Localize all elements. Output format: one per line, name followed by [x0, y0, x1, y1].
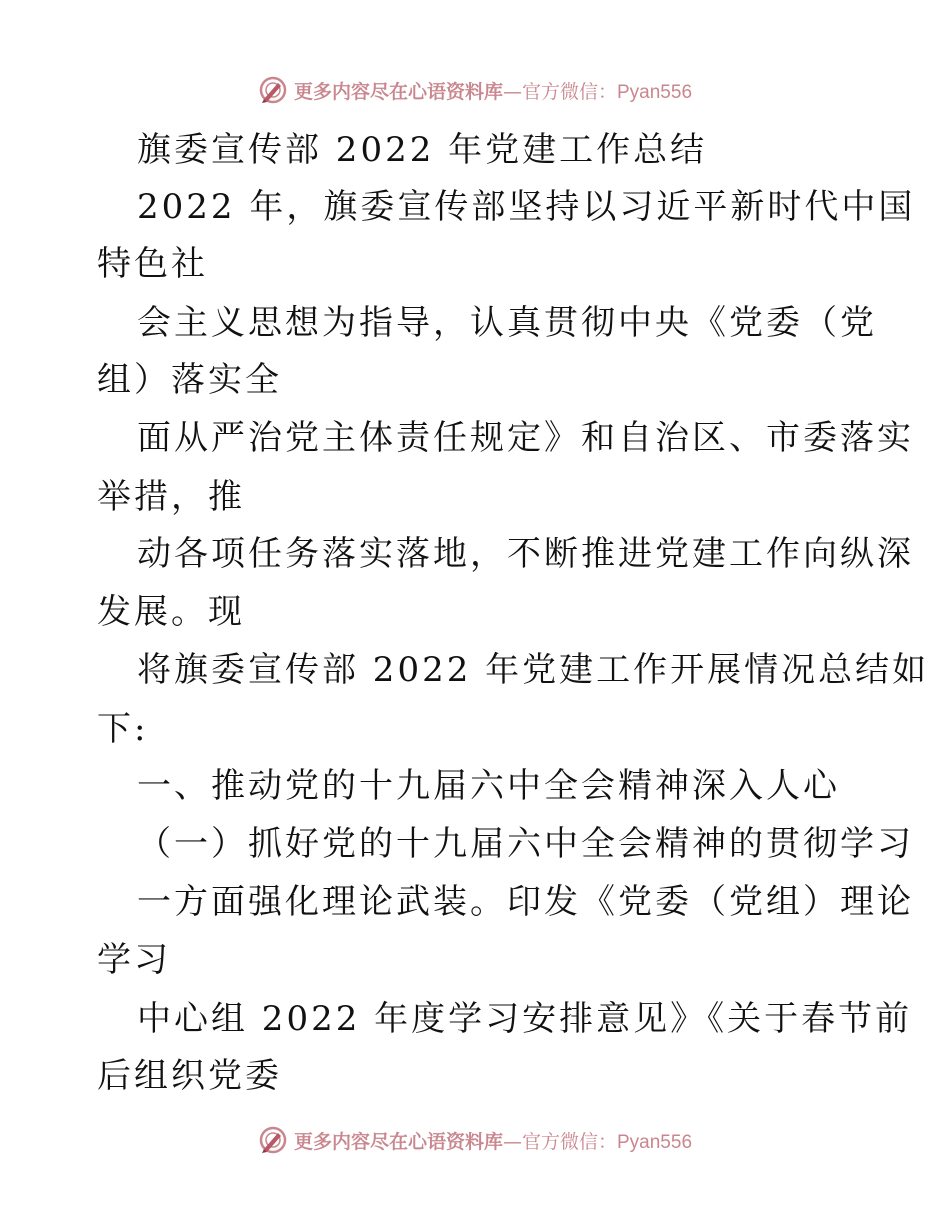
paragraph-line: 下: [97, 709, 149, 749]
paragraph-line: 组）落实全 [97, 360, 282, 400]
paragraph-line: 中心组 2022 年度学习安排意见》《关于春节前 [137, 999, 913, 1039]
paragraph-line: 学习 [97, 940, 171, 980]
subsection-heading: （一）抓好党的十九届六中全会精神的贯彻学习 [137, 824, 914, 864]
header-banner-wechat-label: 官方微信： [521, 80, 617, 103]
paragraph-line: 后组织党委 [97, 1056, 282, 1096]
paragraph-line: 举措，推 [97, 477, 245, 517]
header-watermark-banner [0, 70, 950, 110]
paragraph-line: 发展。现 [97, 592, 245, 632]
paragraph-line: 一方面强化理论武装。印发《党委（党组）理论 [137, 882, 914, 922]
header-banner-wechat-id: Pyan556 [617, 81, 693, 103]
footer-banner-main: 更多内容尽在心语资料库 [293, 1130, 503, 1153]
paragraph-line: 将旗委宣传部 2022 年党建工作开展情况总结如 [137, 650, 930, 690]
header-banner-dash: — [502, 80, 522, 103]
footer-banner-dash: — [502, 1130, 522, 1153]
header-banner-main: 更多内容尽在心语资料库 [293, 80, 503, 103]
header-banner-text [294, 77, 692, 104]
footer-banner-text [294, 1127, 692, 1154]
paragraph-line: 动各项任务落实落地，不断推进党建工作向纵深 [137, 534, 914, 574]
paragraph-line: 面从严治党主体责任规定》和自治区、市委落实 [137, 418, 914, 458]
document-title: 旗委宣传部 2022 年党建工作总结 [137, 130, 708, 170]
pen-logo-icon [258, 1125, 288, 1155]
section-heading: 一、推动党的十九届六中全会精神深入人心 [137, 766, 840, 806]
paragraph-line: 特色社 [97, 244, 208, 284]
footer-banner-wechat-label: 官方微信： [521, 1130, 617, 1153]
footer-watermark-banner [0, 1120, 950, 1160]
paragraph-line: 会主义思想为指导，认真贯彻中央《党委（党 [137, 303, 877, 343]
footer-banner-wechat-id: Pyan556 [617, 1131, 693, 1153]
paragraph-line: 2022 年，旗委宣传部坚持以习近平新时代中国 [137, 187, 916, 227]
pen-logo-icon [258, 75, 288, 105]
